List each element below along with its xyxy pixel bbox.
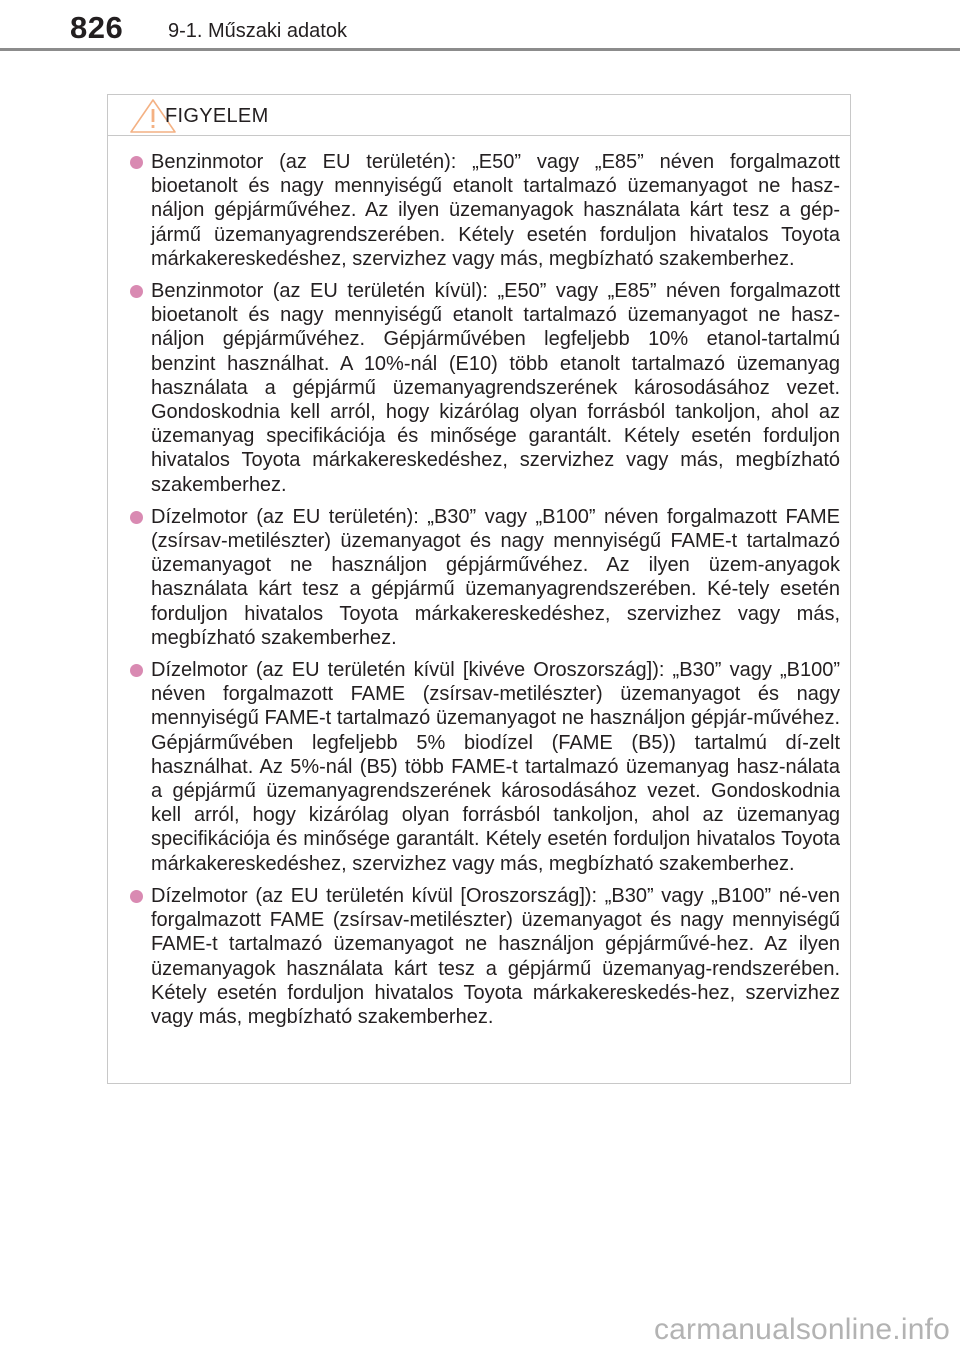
warning-item — [108, 658, 840, 876]
warning-item-text: Dízelmotor (az EU területén kívül [Oroszország]): „B30” vagy „B100” né-ven forgalmazott FAME (zsírsav-metilészter) üzemanyagot és nagy mennyiségű FAME-t tartalmazó üzemanyagot ne használjon gépjárművé-hez. Az ilyen üzemanyagok használata kárt tesz a gépjármű üzemanyag-rendszerében. Kétely esetén forduljon hivatalos Toyota márkakereskedés-hez, szervizhez vagy más, megbízható szakemberhez. — [151, 884, 840, 1028]
warning-item — [108, 279, 840, 497]
bullet-icon — [130, 890, 143, 903]
warning-item — [108, 150, 840, 271]
warning-list — [108, 136, 850, 1029]
warning-item-text: Benzinmotor (az EU területén kívül): „E50” vagy „E85” néven forgalmazott bioetanolt és nagy mennyiségű etanolt tartalmazó üzemanyagot ne hasz-náljon gépjárművéhez. Gépjárművében legfeljebb 10% etanol-tartalmú benzint használhat. A 10%-nál (E10) több etanolt tartalmazó üzemanyag használata a gépjármű üzemanyagrendszerének károsodásához vezet. Gondoskodnia kell arról, hogy kizárólag olyan forrásból tankoljon, ahol az üzemanyag specifikációja és minősége garantált. Kétely esetén forduljon hivatalos Toyota márkakereskedéshez, szervizhez vagy más, megbízható szakemberhez. — [151, 280, 840, 496]
warning-item — [108, 505, 840, 650]
bullet-icon — [130, 156, 143, 169]
watermark: carmanualsonline.info — [653, 1313, 950, 1346]
bullet-icon — [130, 285, 143, 298]
warning-item-text: Benzinmotor (az EU területén): „E50” vagy „E85” néven forgalmazott bioetanolt és nagy mennyiségű etanolt tartalmazó üzemanyagot ne hasz-náljon gépjárművéhez. Az ilyen üzemanyagok használata kárt tesz a gép-jármű üzemanyagrendszerében. Kétely esetén forduljon hivatalos Toyota márkakereskedéshez, szervizhez vagy más, megbízható szakemberhez. — [151, 151, 840, 270]
bullet-icon — [130, 664, 143, 677]
warning-box — [107, 94, 851, 1084]
bullet-icon — [130, 511, 143, 524]
section-title: 9-1. Műszaki adatok — [168, 20, 347, 42]
warning-item — [108, 884, 840, 1029]
page-number: 826 — [70, 10, 124, 45]
warning-header — [108, 95, 850, 136]
warning-item-text: Dízelmotor (az EU területén kívül [kivéve Oroszország]): „B30” vagy „B100” néven forgalmazott FAME (zsírsav-metilészter) üzemanyagot és nagy mennyiségű FAME-t tartalmazó üzemanyagot ne használjon gépjár-művéhez. Gépjárművében legfeljebb 5% biodízel (FAME (B5)) tartalmú dí-zelt használhat. Az 5%-nál (B5) több FAME-t tartalmazó üzemanyag hasz-nálata a gépjármű üzemanyagrendszerének károsodásához vezet. Gondoskodnia kell arról, hogy kizárólag olyan forrásból tankoljon, ahol az üzemanyag specifikációja és minősége garantált. Kétely esetén forduljon hivatalos Toyota márkakereskedéshez, szervizhez vagy más, megbízható szakemberhez. — [151, 659, 840, 875]
warning-title: FIGYELEM — [165, 105, 269, 127]
warning-item-text: Dízelmotor (az EU területén): „B30” vagy „B100” néven forgalmazott FAME (zsírsav-metilészter) üzemanyagot és nagy mennyiségű FAME-t tartalmazó üzemanyagot ne használjon gépjárművéhez. Az ilyen üzem-anyagok használata kárt tesz a gépjármű üzemanyagrendszerében. Ké-tely esetén forduljon hivatalos Toyota márkakereskedéshez, szervizhez vagy más, megbízható szakemberhez. — [151, 505, 840, 649]
header-rule — [0, 48, 960, 51]
